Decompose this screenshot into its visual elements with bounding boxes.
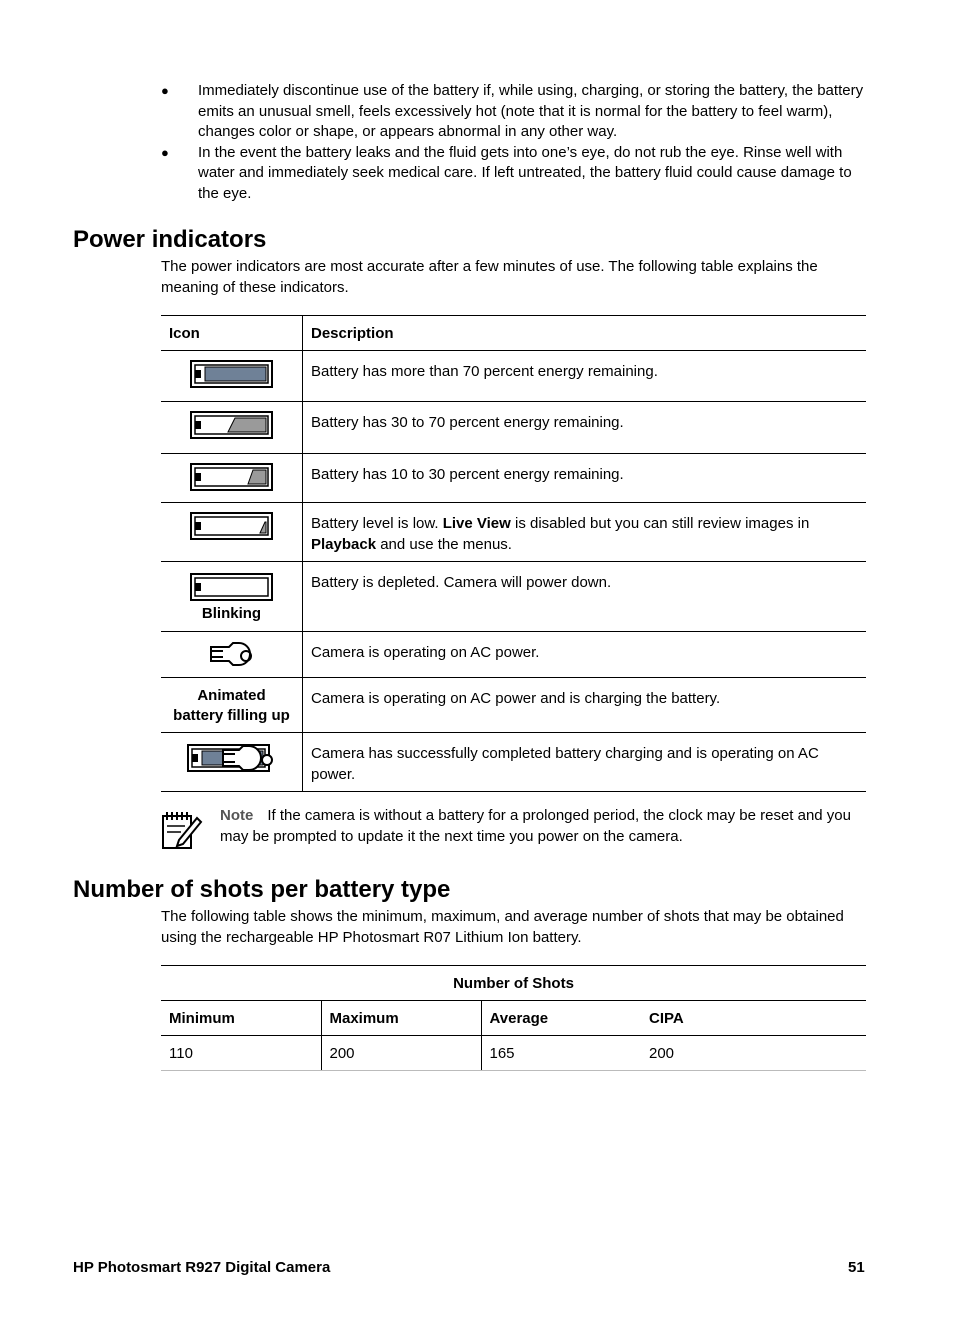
table-row (161, 351, 866, 402)
battery-low-icon (190, 512, 274, 540)
description-cell: Camera is operating on AC power and is charging the battery. (303, 678, 867, 733)
safety-bullet-list (161, 81, 867, 204)
column-header-cipa: CIPA (641, 1001, 866, 1036)
battery-filling-label: battery filling up (173, 707, 290, 724)
table-row (161, 454, 866, 503)
shots-heading: Number of shots per battery type (73, 876, 451, 903)
description-cell: Battery level is low. Live View is disabled but you can still review images in Playback and use the menus. (303, 503, 867, 562)
power-indicators-intro: The power indicators are most accurate after a few minutes of use. The following table explains the meaning of these indicators. (161, 258, 818, 296)
ac-power-plug-icon (209, 642, 255, 666)
blinking-label: Blinking (201, 605, 262, 622)
note-pad-pencil-icon (161, 808, 203, 850)
table-row (161, 402, 866, 454)
list-item: ● Immediately discontinue use of the battery if, while using, charging, or storing the battery, the battery emits an unusual smell, feels excessively hot (note that it is normal for the battery to feel warm), changes color or shape, or appears abnormal in any other way. (161, 82, 864, 140)
description-cell: Battery has more than 70 percent energy remaining. (303, 351, 867, 402)
cell-cipa: 200 (641, 1036, 866, 1071)
cell-minimum: 110 (161, 1036, 321, 1071)
description-cell: Camera has successfully completed battery charging and is operating on AC power. (303, 733, 867, 792)
note-label: Note (220, 807, 254, 824)
table-title-row (161, 966, 866, 1001)
table-row (161, 678, 866, 733)
description-cell: Battery has 10 to 30 percent energy remaining. (303, 454, 867, 503)
table-row (161, 733, 866, 792)
battery-full-icon (190, 360, 274, 388)
table-title: Number of Shots (161, 966, 866, 1001)
footer-title: HP Photosmart R927 Digital Camera (73, 1259, 331, 1276)
description-cell: Battery has 30 to 70 percent energy remaining. (303, 402, 867, 454)
column-header-icon: Icon (161, 316, 303, 351)
battery-two-thirds-icon (190, 411, 274, 439)
table-row (161, 562, 866, 632)
cell-average: 165 (481, 1036, 641, 1071)
column-header-minimum: Minimum (161, 1001, 321, 1036)
column-header-maximum: Maximum (321, 1001, 481, 1036)
column-header-description: Description (303, 316, 867, 351)
note-block (161, 805, 867, 847)
shots-intro: The following table shows the minimum, maximum, and average number of shots that may be obtained using the rechargeable HP Photosmart R07 Lithium Ion battery. (161, 908, 844, 946)
power-indicators-table (161, 315, 866, 792)
table-row (161, 503, 866, 562)
description-cell: Battery is depleted. Camera will power down. (303, 562, 867, 632)
cell-maximum: 200 (321, 1036, 481, 1071)
bullet-icon: ● (161, 83, 169, 98)
table-header-row (161, 1001, 866, 1036)
animated-label: Animated (197, 687, 266, 704)
note-text: Note If the camera is without a battery for a prolonged period, the clock may be reset and you may be prompted to update it the next time you power on the camera. (220, 807, 851, 845)
battery-one-third-icon (190, 463, 274, 491)
table-row (161, 1036, 866, 1071)
battery-charged-ac-icon (187, 742, 277, 774)
list-item: ● In the event the battery leaks and the fluid gets into one’s eye, do not rub the eye. Rinse well with water and immediately seek medical care. If left untreated, the battery fluid could cause damage to the eye. (161, 143, 852, 202)
table-header-row (161, 316, 866, 351)
battery-empty-icon (190, 573, 274, 601)
table-row (161, 632, 866, 678)
power-indicators-heading: Power indicators (73, 226, 267, 253)
shots-table (161, 965, 866, 1071)
bullet-icon: ● (161, 144, 169, 160)
column-header-average: Average (481, 1001, 641, 1036)
description-cell: Camera is operating on AC power. (303, 632, 867, 678)
page-number: 51 (848, 1259, 865, 1276)
